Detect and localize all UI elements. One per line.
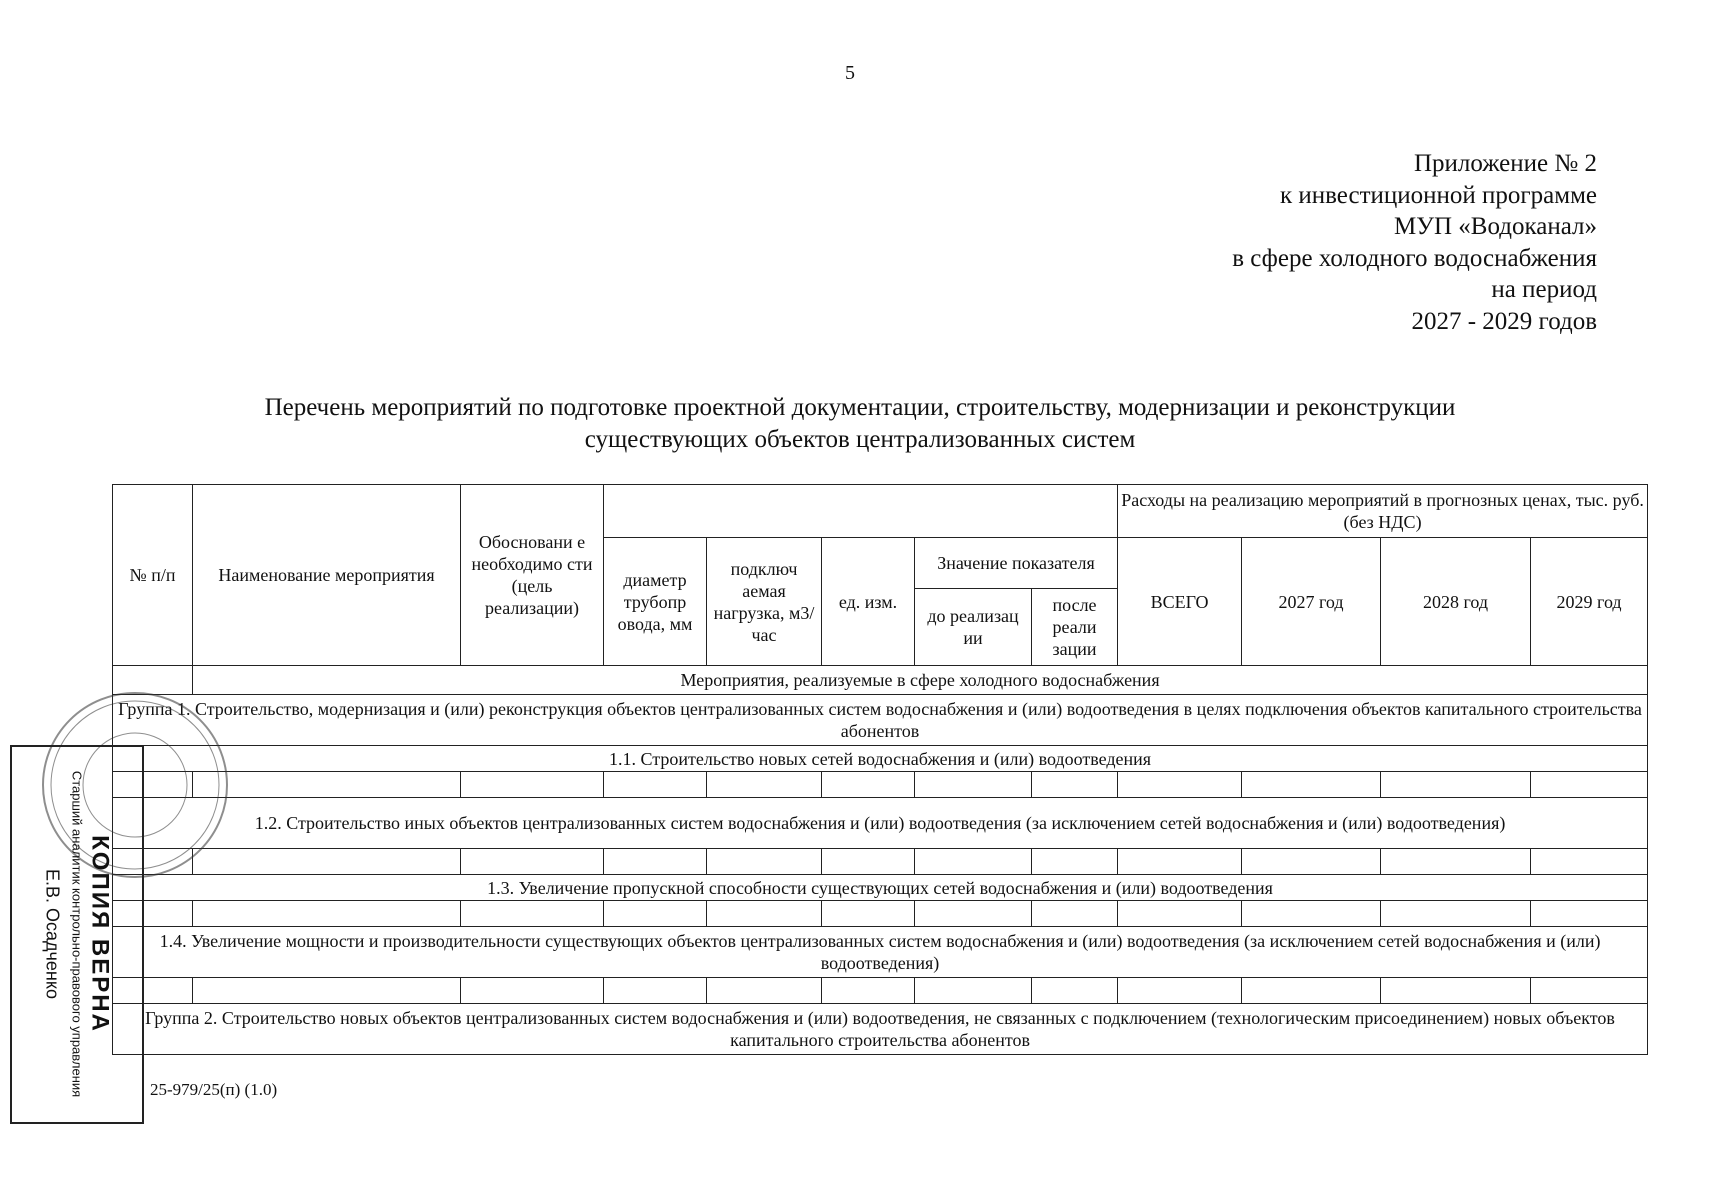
header-diameter: диаметр трубопр овода, мм: [604, 538, 707, 666]
page-number: 5: [845, 62, 855, 84]
header-num: № п/п: [113, 485, 193, 666]
table-cell: [604, 978, 707, 1004]
table-cell: [1242, 772, 1381, 798]
header-justification: Обосновани е необходимо сти (цель реализации): [461, 485, 604, 666]
header-before: до реализац ии: [915, 589, 1032, 666]
group-1-title: Группа 1. Строительство, модернизация и (или) реконструкция объектов централизованных систем водоснабжения и (или) водоотведения в целях подключения объектов капитального строительства абонентов: [113, 695, 1648, 746]
header-indicator: Значение показателя: [915, 538, 1118, 589]
header-costs: Расходы на реализацию мероприятий в прогнозных ценах, тыс. руб. (без НДС): [1118, 485, 1648, 538]
header-after: после реали зации: [1032, 589, 1118, 666]
title-line: существующих объектов централизованных систем: [584, 426, 1136, 453]
table-cell: [822, 772, 915, 798]
table-cell: [1118, 849, 1242, 875]
table-cell: [1531, 901, 1648, 927]
table-cell: [193, 978, 461, 1004]
appendix-header: [1232, 148, 1597, 337]
table-cell: [1032, 849, 1118, 875]
table-cell: [1381, 978, 1531, 1004]
table-cell: [461, 849, 604, 875]
header-row: [113, 485, 1648, 538]
subgroup-1-2: 1.2. Строительство иных объектов централизованных систем водоснабжения и (или) водоотведения (за исключением сетей водоснабжения и (или) водоотведения): [113, 798, 1648, 849]
table-cell: [915, 849, 1032, 875]
group-2-title: Группа 2. Строительство новых объектов централизованных систем водоснабжения и (или) водоотведения, не связанных с подключением (технологическим присоединением) новых объектов капитального строительства абонентов: [113, 1004, 1648, 1055]
table-cell: [1242, 901, 1381, 927]
group-row: [113, 695, 1648, 746]
header-unit: ед. изм.: [822, 538, 915, 666]
table-cell: [604, 849, 707, 875]
table-cell: [707, 901, 822, 927]
header-2029: 2029 год: [1531, 538, 1648, 666]
table-cell: [1032, 772, 1118, 798]
table-cell: [822, 849, 915, 875]
appendix-line: в сфере холодного водоснабжения: [1232, 244, 1597, 272]
table-cell: [915, 901, 1032, 927]
subgroup-row: [113, 746, 1648, 772]
group-row: [113, 1004, 1648, 1055]
appendix-line: МУП «Водоканал»: [1394, 213, 1597, 240]
table-cell: [193, 772, 461, 798]
table-cell: [1242, 849, 1381, 875]
table-cell: [1381, 901, 1531, 927]
table-cell: [822, 901, 915, 927]
table-row: [113, 849, 1648, 875]
appendix-line: Приложение № 2: [1413, 150, 1597, 177]
subgroup-1-3: 1.3. Увеличение пропускной способности существующих сетей водоснабжения и (или) водоотведения: [113, 875, 1648, 901]
table-cell: [1032, 901, 1118, 927]
header-2027: 2027 год: [1242, 538, 1381, 666]
header-load: подключ аемая нагрузка, м3/час: [707, 538, 822, 666]
appendix-line: к инвестиционной программе: [1279, 181, 1597, 209]
table-cell: [1531, 978, 1648, 1004]
table-cell: [1242, 978, 1381, 1004]
header-total: ВСЕГО: [1118, 538, 1242, 666]
header-blank: [604, 485, 1118, 538]
section-title: Мероприятия, реализуемые в сфере холодного водоснабжения: [193, 666, 1648, 695]
table-cell: [1118, 978, 1242, 1004]
appendix-line: на период: [1491, 276, 1597, 303]
table-cell: [1381, 772, 1531, 798]
table-cell: [461, 978, 604, 1004]
document-code: 25-979/25(п) (1.0): [150, 1080, 278, 1099]
table-cell: [707, 978, 822, 1004]
table-cell: [604, 901, 707, 927]
subgroup-1-1: 1.1. Строительство новых сетей водоснабжения и (или) водоотведения: [113, 746, 1648, 772]
table-cell: [113, 666, 193, 695]
table-cell: [1032, 978, 1118, 1004]
table-cell: [915, 978, 1032, 1004]
stamp-title: КОПИЯ ВЕРНА: [86, 835, 114, 1033]
appendix-line: 2027 - 2029 годов: [1411, 307, 1597, 335]
table-row: [113, 901, 1648, 927]
table-cell: [1531, 849, 1648, 875]
title-line: Перечень мероприятий по подготовке проектной документации, строительству, модернизации и реконструкции: [264, 394, 1456, 421]
table-cell: [193, 901, 461, 927]
document-title: [110, 392, 1610, 456]
header-2028: 2028 год: [1381, 538, 1531, 666]
table-row: [113, 978, 1648, 1004]
table-cell: [707, 849, 822, 875]
table-cell: [461, 772, 604, 798]
table-cell: [193, 849, 461, 875]
table-cell: [1118, 901, 1242, 927]
subgroup-row: [113, 927, 1648, 978]
table-cell: [461, 901, 604, 927]
subgroup-row: [113, 875, 1648, 901]
copy-certified-stamp: [10, 745, 144, 1124]
header-name: Наименование мероприятия: [193, 485, 461, 666]
subgroup-row: [113, 798, 1648, 849]
table-cell: [1381, 849, 1531, 875]
table-cell: [915, 772, 1032, 798]
table-cell: [604, 772, 707, 798]
table-cell: [1118, 772, 1242, 798]
stamp-position: Старший аналитик контрольно-правового управления: [69, 770, 85, 1098]
section-row: [113, 666, 1648, 695]
stamp-signatory: Е.В. Осадченко: [42, 869, 63, 999]
table-cell: [822, 978, 915, 1004]
measures-table: [112, 484, 1648, 1055]
subgroup-1-4: 1.4. Увеличение мощности и производительности существующих объектов централизованных систем водоснабжения и (или) водоотведения (за исключением сетей водоснабжения и (или) водоотведения): [113, 927, 1648, 978]
table-row: [113, 772, 1648, 798]
table-cell: [1531, 772, 1648, 798]
table-cell: [707, 772, 822, 798]
